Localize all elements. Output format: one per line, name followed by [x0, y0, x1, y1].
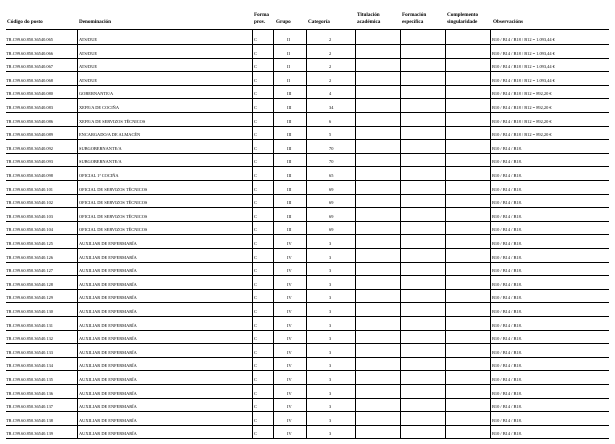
header-complemento-line2: singularidade: [447, 19, 478, 25]
cell-forma: C: [254, 336, 257, 342]
table-row: [6, 119, 609, 132]
cell-categoria: 3: [329, 254, 332, 260]
cell-categoria: 2: [329, 64, 332, 70]
row-rule: [6, 44, 609, 45]
cell-grupo: IV: [287, 417, 292, 423]
row-rule: [6, 85, 609, 86]
cell-grupo: II: [287, 77, 290, 83]
cell-denominacion: AUXILIAR DE ENFERMARÍA: [79, 431, 137, 437]
header-denominacion: Denominación: [79, 19, 111, 25]
row-rule: [6, 275, 609, 276]
cell-forma: C: [254, 77, 257, 83]
header-codigo: Código do posto: [7, 19, 43, 25]
cell-codigo: TR.C99.60.850.36540.089: [6, 132, 53, 138]
cell-categoria: 3: [329, 404, 332, 410]
cell-forma: C: [254, 363, 257, 369]
cell-forma: C: [254, 417, 257, 423]
table-row: [6, 159, 609, 172]
cell-codigo: TR.C99.60.850.36540.129: [6, 295, 53, 301]
cell-grupo: III: [287, 91, 292, 97]
table-row: [6, 404, 609, 417]
cell-observacions: B10 / B14 / B18.: [492, 186, 522, 192]
cell-forma: C: [254, 241, 257, 246]
row-rule: [6, 98, 609, 99]
cell-observacions: B10 / B14 / B18 / B12 = 1.093,44 €: [492, 37, 555, 42]
cell-codigo: TR.C99.60.850.36540.126: [6, 254, 53, 260]
table-row: [6, 363, 609, 376]
cell-observacions: B10 / B14 / B18.: [492, 336, 522, 342]
row-rule: [6, 330, 609, 331]
cell-forma: C: [254, 227, 257, 233]
cell-codigo: TR.C99.60.850.36540.104: [6, 227, 53, 233]
cell-observacions: B10 / B14 / B18.: [492, 417, 522, 423]
cell-codigo: TR.C99.60.850.36540.083: [6, 105, 53, 110]
cell-forma: C: [254, 281, 257, 287]
row-rule: [6, 302, 609, 303]
row-rule: [6, 234, 609, 235]
cell-denominacion: AUXILIAR DE ENFERMARÍA: [79, 309, 137, 314]
cell-denominacion: AUXILIAR DE ENFERMARÍA: [79, 295, 137, 301]
table-row: [6, 282, 609, 295]
table-row: [6, 268, 609, 281]
cell-forma: C: [254, 118, 257, 124]
row-rule: [6, 71, 609, 72]
row-rule: [6, 207, 609, 208]
table-row: [6, 377, 609, 390]
cell-codigo: TR.C99.60.850.36540.134: [6, 363, 53, 369]
cell-forma: C: [254, 268, 257, 274]
cell-categoria: 3: [329, 363, 332, 369]
cell-grupo: IV: [287, 268, 292, 274]
cell-forma: C: [254, 404, 257, 410]
row-rule: [6, 357, 609, 358]
cell-grupo: IV: [287, 431, 292, 437]
cell-forma: C: [254, 254, 257, 260]
header-observacions: Observacións: [493, 19, 523, 25]
cell-observacions: B10 / B14 / B18 / B12 = 1.093,44 €: [492, 50, 555, 56]
cell-denominacion: AUXILIAR DE ENFERMARÍA: [79, 349, 137, 355]
row-rule: [6, 370, 609, 371]
cell-denominacion: AUXILIAR DE ENFERMARÍA: [79, 254, 137, 260]
cell-codigo: TR.C99.60.850.36540.125: [6, 241, 53, 246]
cell-categoria: 3: [329, 417, 332, 423]
row-rule: [6, 58, 609, 59]
row-rule: [6, 180, 609, 181]
cell-denominacion: GOBERNANTE/A: [79, 91, 114, 97]
cell-grupo: II: [287, 50, 290, 56]
cell-denominacion: ATS/DUE: [79, 50, 98, 56]
cell-codigo: TR.C99.60.850.36540.086: [6, 118, 53, 124]
cell-forma: C: [254, 349, 257, 355]
cell-grupo: II: [287, 37, 290, 42]
cell-grupo: IV: [287, 309, 292, 314]
cell-grupo: IV: [287, 295, 292, 301]
cell-categoria: 2: [329, 50, 332, 56]
cell-categoria: 69: [329, 186, 334, 192]
cell-categoria: 5: [329, 132, 332, 138]
cell-denominacion: SUBGOBERNANTE/A: [79, 159, 122, 165]
cell-forma: C: [254, 64, 257, 70]
table-row: [6, 187, 609, 200]
cell-categoria: 3: [329, 309, 332, 314]
cell-observacions: B10 / B14 / B18 / B12 = 892,20 €: [492, 132, 552, 138]
row-rule: [6, 316, 609, 317]
cell-observacions: B10 / B14 / B18.: [492, 145, 522, 151]
table-row: [6, 78, 609, 91]
table-row: [6, 309, 609, 322]
table-row: [6, 64, 609, 77]
cell-grupo: III: [287, 118, 292, 124]
cell-denominacion: XEFE/A DE SERVIZOS TÉCNICOS: [79, 118, 146, 124]
cell-codigo: TR.C99.60.850.36540.128: [6, 281, 53, 287]
cell-categoria: 70: [329, 145, 334, 151]
cell-observacions: B10 / B14 / B18.: [492, 281, 522, 287]
cell-denominacion: ENCARGADO/A DE ALMACÉN: [79, 132, 141, 138]
cell-grupo: III: [287, 145, 292, 151]
header-formacion-line1: Formación: [402, 12, 427, 18]
table-row: [6, 37, 609, 50]
cell-forma: C: [254, 295, 257, 301]
cell-grupo: III: [287, 105, 292, 110]
cell-grupo: IV: [287, 241, 292, 246]
cell-forma: C: [254, 390, 257, 396]
header-grupo: Grupo: [276, 19, 291, 25]
cell-categoria: 65: [329, 173, 334, 178]
cell-codigo: TR.C99.60.850.36540.065: [6, 37, 53, 42]
cell-observacions: B10 / B14 / B18.: [492, 309, 522, 314]
cell-grupo: IV: [287, 281, 292, 287]
cell-observacions: B10 / B14 / B18 / B12 = 892,20 €: [492, 118, 552, 124]
cell-observacions: B10 / B14 / B18.: [492, 363, 522, 369]
cell-categoria: 2: [329, 37, 332, 42]
cell-observacions: B10 / B14 / B18 / B12 = 1.093,44 €: [492, 64, 555, 70]
cell-grupo: IV: [287, 349, 292, 355]
cell-codigo: TR.C99.60.850.36540.102: [6, 200, 53, 206]
cell-codigo: TR.C99.60.850.36540.093: [6, 159, 53, 165]
cell-categoria: 3: [329, 322, 332, 328]
cell-categoria: 69: [329, 200, 334, 206]
cell-denominacion: AUXILIAR DE ENFERMARÍA: [79, 268, 137, 274]
cell-grupo: II: [287, 64, 290, 70]
cell-forma: C: [254, 132, 257, 138]
cell-observacions: B10 / B14 / B18.: [492, 254, 522, 260]
table-row: [6, 214, 609, 227]
cell-denominacion: AUXILIAR DE ENFERMARÍA: [79, 363, 137, 369]
cell-denominacion: OFICIAL DE SERVIZOS TÉCNICOS: [79, 186, 148, 192]
cell-categoria: 2: [329, 77, 332, 83]
cell-denominacion: SUBGOBERNANTE/A: [79, 145, 122, 151]
header-formacion-line2: específica: [402, 19, 424, 25]
cell-codigo: TR.C99.60.850.36540.067: [6, 64, 53, 70]
cell-observacions: B10 / B14 / B18.: [492, 173, 522, 178]
cell-forma: C: [254, 91, 257, 97]
cell-observacions: B10 / B14 / B18.: [492, 349, 522, 355]
cell-denominacion: ATS/DUE: [79, 64, 98, 70]
cell-grupo: IV: [287, 404, 292, 410]
row-rule: [6, 384, 609, 385]
cell-categoria: 69: [329, 213, 334, 219]
header-forma-line2: prov.: [254, 19, 266, 25]
table-row: [6, 295, 609, 308]
cell-categoria: 34: [329, 105, 334, 110]
cell-categoria: 4: [329, 91, 332, 97]
row-rule: [6, 411, 609, 412]
cell-grupo: III: [287, 227, 292, 233]
cell-codigo: TR.C99.60.850.36540.133: [6, 349, 53, 355]
cell-observacions: B10 / B14 / B18 / B12 = 1.093,44 €: [492, 77, 555, 83]
cell-observacions: B10 / B14 / B18.: [492, 295, 522, 301]
cell-categoria: 3: [329, 377, 332, 382]
cell-denominacion: AUXILIAR DE ENFERMARÍA: [79, 281, 137, 287]
table-row: [6, 200, 609, 213]
cell-forma: C: [254, 309, 257, 314]
table-row: [6, 105, 609, 118]
cell-observacions: B10 / B14 / B18.: [492, 213, 522, 219]
cell-codigo: TR.C99.60.850.36540.068: [6, 77, 53, 83]
header-titulacion-line1: Titulación: [357, 12, 380, 18]
header-categoria: Categoría: [308, 19, 330, 25]
cell-grupo: III: [287, 173, 292, 178]
row-rule: [6, 289, 609, 290]
cell-denominacion: AUXILIAR DE ENFERMARÍA: [79, 241, 137, 246]
cell-codigo: TR.C99.60.850.36540.066: [6, 50, 53, 56]
header-rule: [6, 29, 609, 30]
cell-denominacion: ATS/DUE: [79, 37, 98, 42]
cell-forma: C: [254, 159, 257, 165]
row-rule: [6, 398, 609, 399]
table-row: [6, 350, 609, 363]
cell-categoria: 3: [329, 390, 332, 396]
cell-categoria: 3: [329, 295, 332, 301]
cell-grupo: IV: [287, 363, 292, 369]
cell-forma: C: [254, 37, 257, 42]
cell-denominacion: OFICIAL DE SERVIZOS TÉCNICOS: [79, 213, 148, 219]
row-rule: [6, 221, 609, 222]
cell-categoria: 3: [329, 281, 332, 287]
table-row: [6, 255, 609, 268]
cell-observacions: B10 / B14 / B18.: [492, 322, 522, 328]
cell-observacions: B10 / B14 / B18.: [492, 241, 522, 246]
cell-codigo: TR.C99.60.850.36540.131: [6, 322, 53, 328]
cell-observacions: B10 / B14 / B18.: [492, 431, 522, 437]
cell-codigo: TR.C99.60.850.36540.139: [6, 431, 53, 437]
row-rule: [6, 262, 609, 263]
table-row: [6, 227, 609, 240]
cell-grupo: IV: [287, 322, 292, 328]
cell-observacions: B10 / B14 / B18.: [492, 227, 522, 233]
table-row: [6, 91, 609, 104]
cell-codigo: TR.C99.60.850.36540.098: [6, 173, 53, 178]
row-rule: [6, 194, 609, 195]
cell-denominacion: OFICIAL DE SERVIZOS TÉCNICOS: [79, 200, 148, 206]
table-row: [6, 132, 609, 145]
cell-observacions: B10 / B14 / B18 / B12 = 892,20 €: [492, 105, 552, 110]
table-row: [6, 391, 609, 404]
cell-grupo: IV: [287, 336, 292, 342]
cell-forma: C: [254, 186, 257, 192]
cell-forma: C: [254, 213, 257, 219]
cell-categoria: 3: [329, 336, 332, 342]
cell-grupo: III: [287, 159, 292, 165]
cell-forma: C: [254, 173, 257, 178]
row-rule: [6, 425, 609, 426]
cell-denominacion: OFICIAL DE SERVIZOS TÉCNICOS: [79, 227, 148, 233]
cell-grupo: III: [287, 213, 292, 219]
cell-denominacion: OFICIAL 1ª COCIÑA: [79, 173, 119, 178]
cell-categoria: 3: [329, 241, 332, 246]
row-rule: [6, 343, 609, 344]
cell-forma: C: [254, 431, 257, 437]
cell-denominacion: XEFE/A DE COCIÑA: [79, 105, 120, 110]
cell-codigo: TR.C99.60.850.36540.132: [6, 336, 53, 342]
row-rule: [6, 166, 609, 167]
cell-observacions: B10 / B14 / B18.: [492, 390, 522, 396]
cell-categoria: 6: [329, 118, 332, 124]
header-titulacion-line2: académica: [357, 19, 381, 25]
row-rule: [6, 139, 609, 140]
cell-forma: C: [254, 377, 257, 382]
table-row: [6, 418, 609, 431]
cell-codigo: TR.C99.60.850.36540.138: [6, 417, 53, 423]
cell-categoria: 3: [329, 268, 332, 274]
cell-codigo: TR.C99.60.850.36540.135: [6, 377, 53, 382]
cell-grupo: III: [287, 186, 292, 192]
cell-observacions: B10 / B14 / B18.: [492, 377, 522, 382]
row-rule: [6, 153, 609, 154]
row-rule: [6, 112, 609, 113]
table-row: [6, 241, 609, 254]
cell-codigo: TR.C99.60.850.36540.137: [6, 404, 53, 410]
cell-observacions: B10 / B14 / B18.: [492, 200, 522, 206]
row-rule: [6, 248, 609, 249]
cell-grupo: IV: [287, 254, 292, 260]
table-row: [6, 336, 609, 349]
cell-codigo: TR.C99.60.850.36540.127: [6, 268, 53, 274]
cell-forma: C: [254, 50, 257, 56]
cell-denominacion: AUXILIAR DE ENFERMARÍA: [79, 390, 137, 396]
cell-categoria: 3: [329, 431, 332, 437]
cell-denominacion: AUXILIAR DE ENFERMARÍA: [79, 404, 137, 410]
cell-grupo: IV: [287, 390, 292, 396]
cell-denominacion: AUXILIAR DE ENFERMARÍA: [79, 322, 137, 328]
cell-observacions: B10 / B14 / B18.: [492, 268, 522, 274]
cell-grupo: III: [287, 200, 292, 206]
cell-observacions: B10 / B14 / B18 / B12 = 892,20 €: [492, 91, 552, 97]
cell-denominacion: AUXILIAR DE ENFERMARÍA: [79, 377, 137, 382]
header-complemento-line1: Complemento: [447, 12, 479, 18]
table-row: [6, 323, 609, 336]
table-row: [6, 173, 609, 186]
table-row: [6, 51, 609, 64]
cell-categoria: 69: [329, 227, 334, 233]
cell-codigo: TR.C99.60.850.36540.101: [6, 186, 53, 192]
cell-codigo: TR.C99.60.850.36540.136: [6, 390, 53, 396]
cell-categoria: 70: [329, 159, 334, 165]
cell-observacions: B10 / B14 / B18.: [492, 159, 522, 165]
cell-codigo: TR.C99.60.850.36540.080: [6, 91, 53, 97]
row-rule: [6, 126, 609, 127]
cell-codigo: TR.C99.60.850.36540.103: [6, 213, 53, 219]
cell-codigo: TR.C99.60.850.36540.092: [6, 145, 53, 151]
cell-codigo: TR.C99.60.850.36540.130: [6, 309, 53, 314]
cell-categoria: 3: [329, 349, 332, 355]
table-row: [6, 431, 609, 444]
header-forma-line1: Forma: [254, 12, 269, 18]
cell-grupo: III: [287, 132, 292, 138]
cell-denominacion: AUXILIAR DE ENFERMARÍA: [79, 417, 137, 423]
cell-observacions: B10 / B14 / B18.: [492, 404, 522, 410]
cell-denominacion: ATS/DUE: [79, 77, 98, 83]
cell-forma: C: [254, 145, 257, 151]
cell-forma: C: [254, 200, 257, 206]
cell-forma: C: [254, 322, 257, 328]
cell-denominacion: AUXILIAR DE ENFERMARÍA: [79, 336, 137, 342]
cell-grupo: IV: [287, 377, 292, 382]
cell-forma: C: [254, 105, 257, 110]
table-row: [6, 146, 609, 159]
